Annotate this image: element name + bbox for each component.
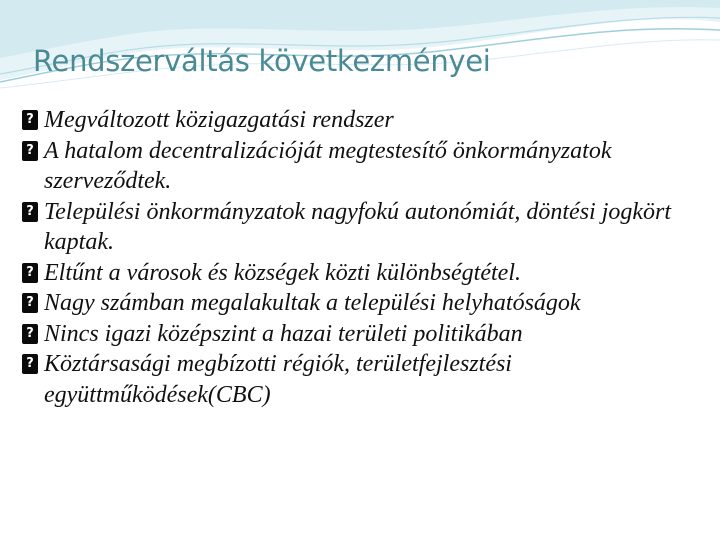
missing-glyph-bullet-icon: [22, 293, 38, 313]
missing-glyph-bullet-icon: [22, 141, 38, 161]
bullet-text: Nincs igazi középszint a hazai területi politikában: [44, 320, 523, 347]
bullet-list: [22, 105, 712, 410]
missing-glyph-bullet-icon: [22, 354, 38, 374]
missing-glyph-bullet-icon: [22, 202, 38, 222]
slide-title: Rendszerváltás következményei: [33, 44, 491, 78]
bullet-item: [22, 349, 712, 410]
bullet-item: [22, 258, 712, 289]
missing-glyph-bullet-icon: [22, 263, 38, 283]
bullet-text: Települési önkormányzatok nagyfokú autonómiát, döntési jogkört kaptak.: [44, 198, 672, 255]
bullet-item: [22, 288, 712, 319]
bullet-item: [22, 319, 712, 350]
bullet-text: A hatalom decentralizációját megtestesítő önkormányzatok szerveződtek.: [44, 137, 612, 194]
bullet-item: [22, 105, 712, 136]
bullet-text: Nagy számban megalakultak a települési helyhatóságok: [44, 290, 581, 316]
missing-glyph-bullet-icon: [22, 324, 38, 344]
bullet-text: Köztársasági megbízotti régiók, területfejlesztési együttműködések(CBC): [44, 351, 512, 408]
missing-glyph-bullet-icon: [22, 110, 38, 130]
bullet-text: Megváltozott közigazgatási rendszer: [44, 107, 394, 133]
bullet-item: [22, 197, 712, 258]
bullet-text: Eltűnt a városok és községek közti különbségtétel.: [44, 259, 521, 286]
bullet-item: [22, 136, 712, 197]
